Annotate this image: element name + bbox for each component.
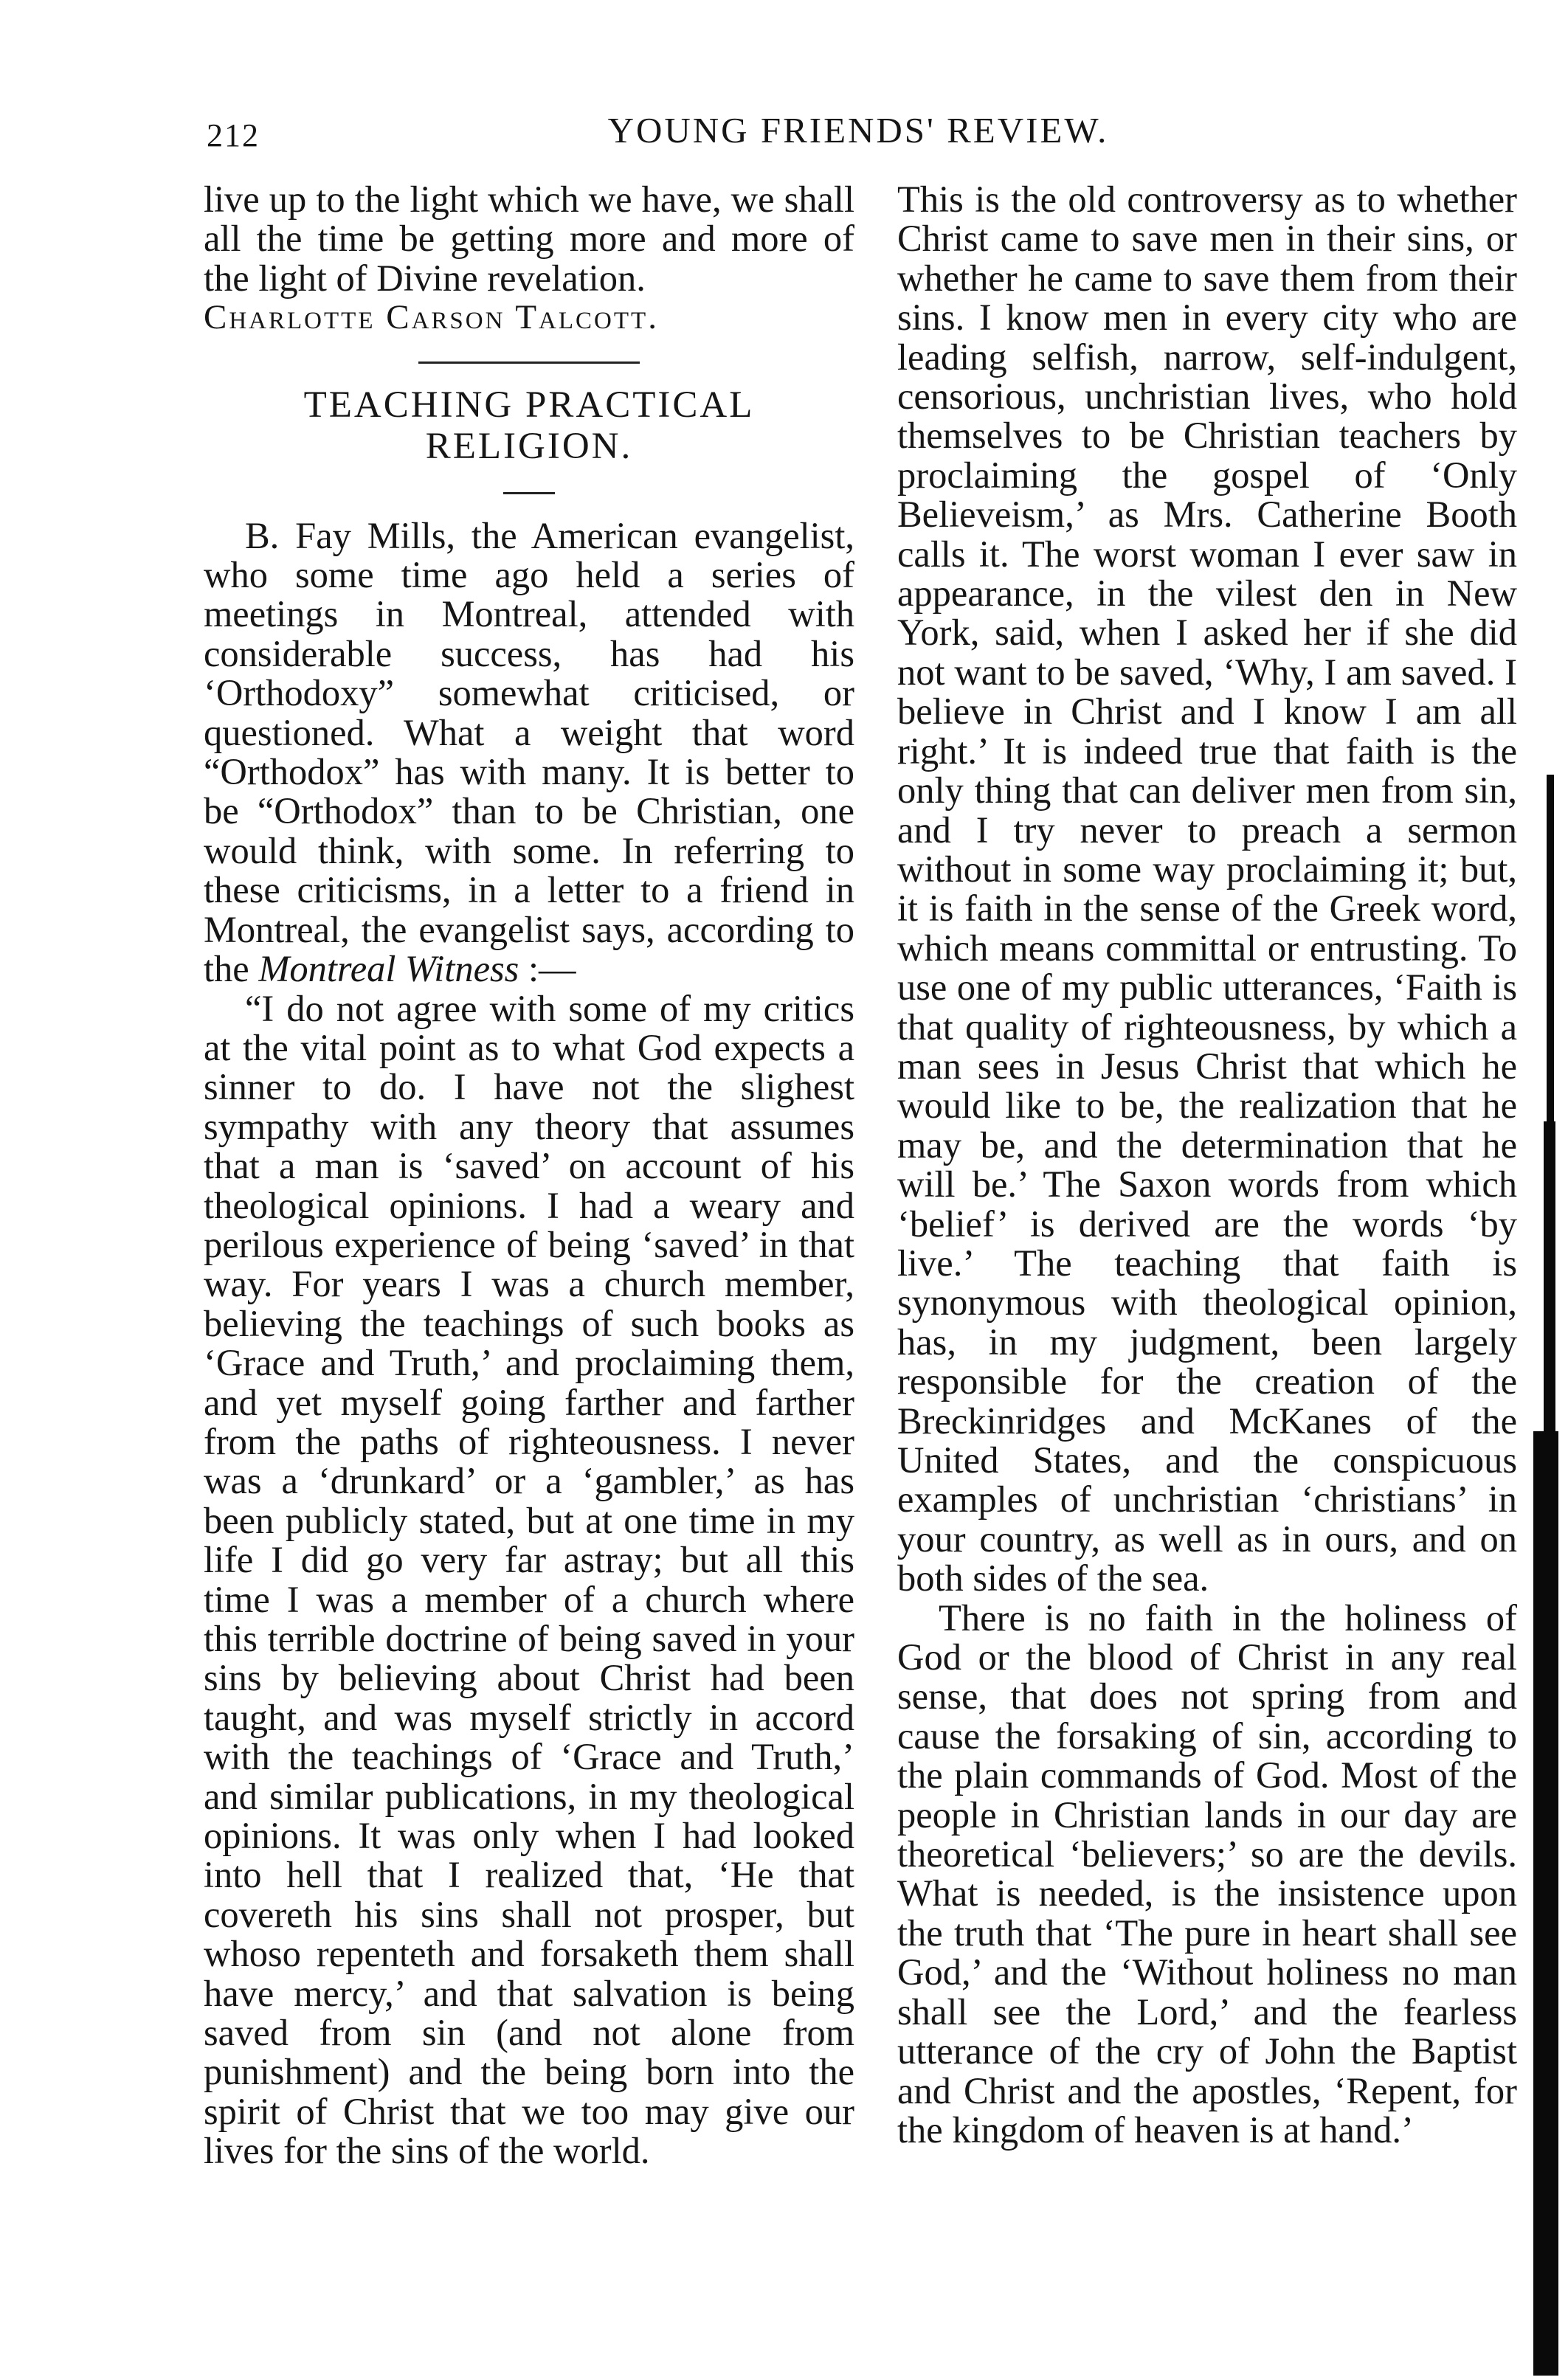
running-title: YOUNG FRIENDS' REVIEW. [607, 110, 1109, 151]
paragraph [204, 516, 854, 989]
paragraph: This is the old controversy as to whether Christ came to save men in their sins, or whether he came to save them from their sins. I know men in every city who are leading selfish, narrow, self-indulgent, censorious, unchristian lives, who hold themselves to be Christian teachers by proclaiming the gospel of ‘Only Believeism,’ as Mrs. Catherine Booth calls it. The worst woman I ever saw in appearance, in the vilest den in New York, said, when I asked her if she did not want to be saved, ‘Why, I am saved. I believe in Christ and I know I am all right.’ It is indeed true that faith is the only thing that can deliver men from sin, and I try never to preach a sermon without in some way proclaiming it; but, it is faith in the sense of the Greek word, which means committal or entrusting. To use one of my public utterances, ‘Faith is that quality of righteousness, by which a man sees in Jesus Christ that which he would like to be, the realization that he may be, and the determination that he will be.’ The Saxon words from which ‘belief’ is derived are the words ‘by live.’ The teaching that faith is synonymous with theological opinion, has, in my judgment, been largely responsible for the creation of the Breckinridges and McKanes of the United States, and the conspicuous examples of unchristian ‘christians’ in your country, as well as in ours, and on both sides of the sea. [897, 179, 1517, 1599]
page-header [198, 109, 1519, 168]
page-number: 212 [207, 117, 260, 153]
paragraph: There is no faith in the holiness of God or the blood of Christ in any real sense, that does not spring from and cause the forsaking of sin, according to the plain commands of God. Most of the people in Christian lands in our day are theoretical ‘believers;’ so are the devils. What is needed, is the insistence upon the truth that ‘The pure in heart shall see God,’ and the ‘Without holiness no man shall see the Lord,’ and the fearless utterance of the cry of John the Baptist and Christ and the apostles, ‘Repent, for the kingdom of heaven is at hand.’ [897, 1597, 1517, 2151]
scan-edge-shadow [1533, 1431, 1558, 2376]
quoted-paragraph: “I do not agree with some of my critics at the vital point as to what God expects a sinner to do. I have not the slighest sympathy with any theory that assumes that a man is ‘saved’ on account of his theological opinions. I had a weary and perilous experience of being ‘saved’ in that way. For years I was a church member, believing the teachings of such books as ‘Grace and Truth,’ and proclaiming them, and yet myself going farther and farther from the paths of righteousness. I never was a ‘drunkard’ or a ‘gambler,’ as has been publicly stated, but at one time in my life I did go very far astray; but all this time I was a member of a church where this terrible doctrine of being saved in your sins by believing about Christ had been taught, and was myself strictly in accord with the teachings of ‘Grace and Truth,’ and similar publications, in my theological opinions. It was only when I had looked into hell that I realized that, ‘He that covereth his sins shall not prosper, but whoso repenteth and forsaketh them shall have mercy,’ and that salvation is being saved from sin (and not alone from punishment) and the being born into the spirit of Christ that we too may give our lives for the sins of the world. [204, 987, 854, 2172]
scan-edge-shadow [1544, 1121, 1555, 1431]
section-divider [418, 362, 640, 364]
article-title: TEACHING PRACTICAL RELIGION. [303, 384, 755, 467]
source-punctuation: :— [519, 948, 576, 990]
paragraph-text: B. Fay Mills, the American evangelist, who some time ago held a series of meetings in Montreal, attended with considerable success, has had his ‘Orthodoxy” somewhat criticised, or questioned. What a weight that word “Orthodox” has with many. It is better to be “Orthodox” than to be Christian, one would think, with some. In referring to these criticisms, in a letter to a friend in Montreal, the evangelist says, according to the [204, 514, 854, 990]
source-name: Montreal Witness [258, 948, 519, 990]
right-column [897, 180, 1517, 2150]
author-signature: Charlotte Carson Talcott. [204, 298, 659, 337]
paragraph: live up to the light which we have, we shall all the time be getting more and more of the light of Divine revelation. [204, 179, 854, 299]
left-column [204, 180, 854, 2171]
title-divider [503, 492, 555, 494]
scan-edge-shadow [1547, 775, 1554, 1121]
